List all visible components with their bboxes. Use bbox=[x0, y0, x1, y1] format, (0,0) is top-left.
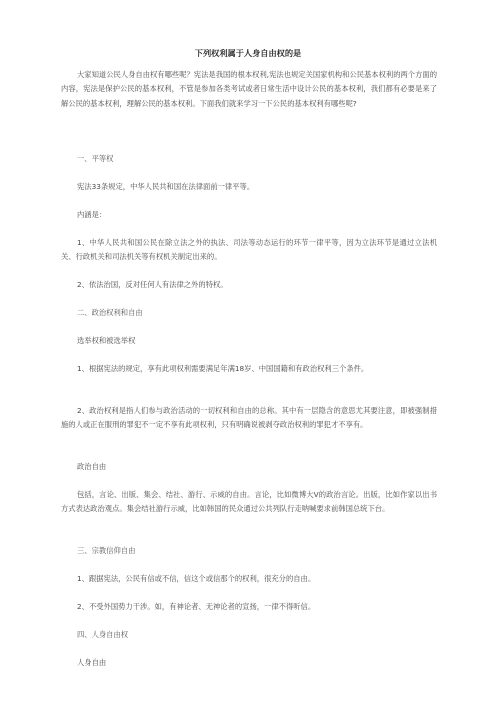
section-2-heading: 二、政治权利和自由 bbox=[77, 308, 143, 317]
section-2-paragraph-3: 包括，言论、出版、集会、结社、游行、示威的自由。言论，比如微博大V的政治言论。出版，比如作家以出书方式表达政治观点。集会结社游行示威，比如韩国的民众通过公共列队行走呐喊要求前韩国总统下台。 bbox=[61, 490, 437, 514]
section-1-paragraph-1: 宪法33条规定，中华人民共和国在法律面前一律平等。 bbox=[77, 182, 255, 191]
section-1-paragraph-2: 内涵是： bbox=[77, 210, 107, 219]
section-4-heading: 四、人身自由权 bbox=[77, 630, 129, 639]
section-3-paragraph-1: 1、跟据宪法，公民有信或不信，信这个或信那个的权利，很充分的自由。 bbox=[77, 574, 316, 583]
section-2-subheading-2: 政治自由 bbox=[77, 462, 107, 471]
section-1-heading: 一、平等权 bbox=[77, 154, 114, 163]
intro-paragraph: 大家知道公民人身自由权有哪些呢？宪法是我国的根本权利,宪法也规定关国家机构和公民基本权利的两个方面的内容，宪法是保护公民的基本权利，不管是参加各类考试或者日常生活中设计公民的基本权利，我们都有必要是来了解公民的基本权利，理解公民的基本权利。下面我们就来学习一下公民的基本权利有哪些呢? bbox=[61, 70, 437, 108]
section-2-paragraph-1: 1、根据宪法的规定，享有此项权利需要满足年满18岁、中国国籍和有政治权利三个条件。 bbox=[77, 364, 369, 373]
section-4-subheading-1: 人身自由 bbox=[77, 658, 107, 667]
section-3-heading: 三、宗教信仰自由 bbox=[77, 546, 136, 555]
document-title: 下列权利属于人身自由权的是 bbox=[194, 48, 302, 58]
section-3-paragraph-2: 2、不受外国势力干涉。如，有神论者、无神论者的宣扬，一律不得听信。 bbox=[77, 602, 316, 611]
section-1-paragraph-4: 2、依法治国，反对任何人有法律之外的特权。 bbox=[77, 280, 228, 289]
section-2-paragraph-2: 2、政治权利是指人们参与政治活动的一切权利和自由的总称。其中有一层隐含的意思尤其要注意，即被强制措施的人或正在服刑的罪犯不一定不享有此项权利，只有明确说被剥夺政治权利的罪犯才不享有。 bbox=[61, 406, 437, 430]
section-1-paragraph-3: 1、中华人民共和国公民在除立法之外的执法、司法等动态运行的环节一律平等，因为立法环节是通过立法机关、行政机关和司法机关等有权机关制定出来的。 bbox=[61, 238, 437, 262]
section-2-subheading-1: 选举权和被选举权 bbox=[77, 336, 136, 345]
